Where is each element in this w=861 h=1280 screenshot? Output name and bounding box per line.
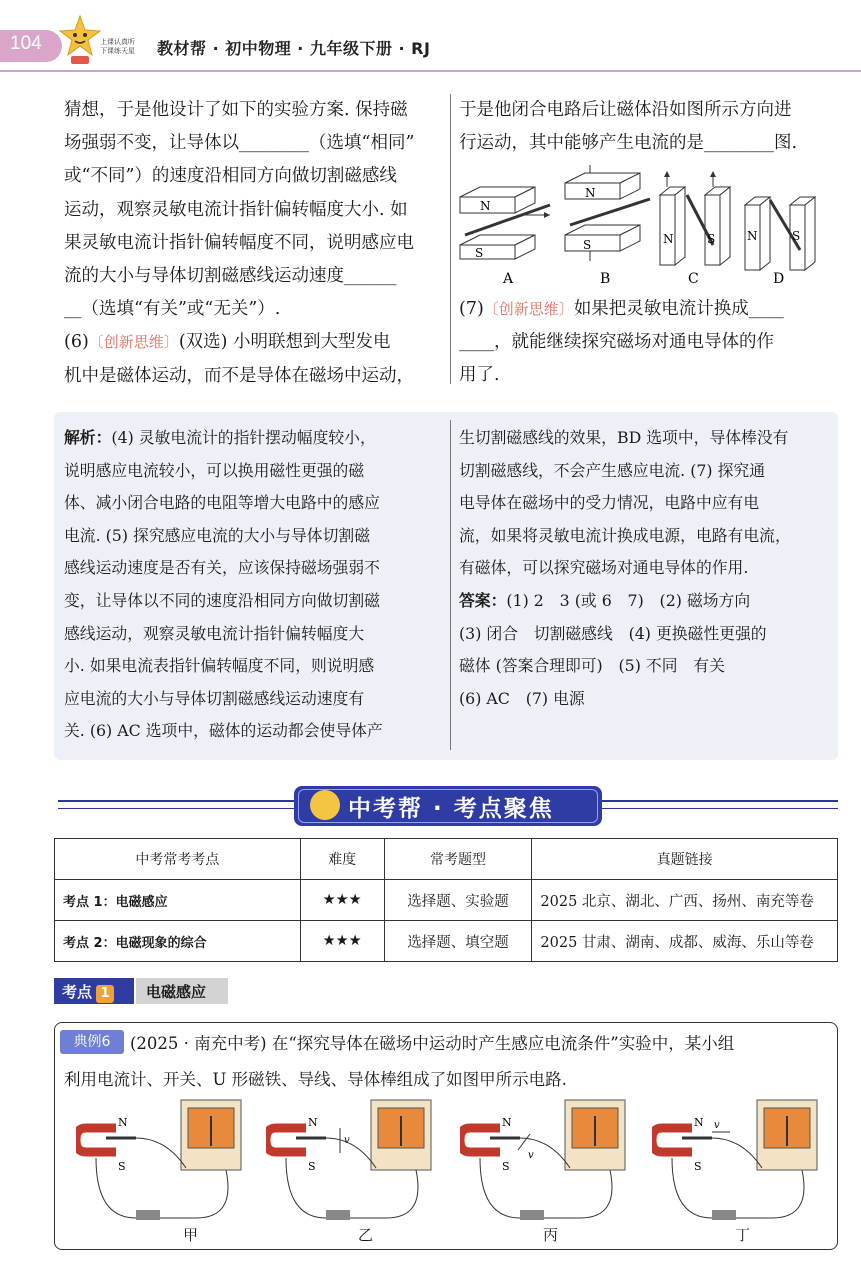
svg-text:S: S xyxy=(792,229,801,243)
svg-text:S: S xyxy=(707,232,716,246)
text-line: 感线运动速度是否有关，应该保持磁场强弱不 xyxy=(64,558,380,578)
table-header: 难度 xyxy=(300,839,384,880)
circuit-figure-jia xyxy=(76,1098,256,1238)
circuit-figure-yi xyxy=(266,1098,446,1238)
text-line: 关. (6) AC 选项中，磁体的运动都会使导体产 xyxy=(64,721,383,741)
figure-c xyxy=(660,171,730,287)
text-line: 切割磁感线，不会产生感应电流. (7) 探究通 xyxy=(459,460,765,480)
difficulty-stars: ★★★ xyxy=(300,921,384,962)
svg-text:N: N xyxy=(502,1116,512,1129)
svg-text:S: S xyxy=(118,1160,126,1173)
text-line: 猜想，于是他设计了如下的实验方案. 保持磁 xyxy=(64,100,408,120)
text-line: ____，就能继续探究磁场对通电导体的作 xyxy=(459,332,774,353)
text-line: 体、减小闭合电路的电阻等增大电路中的感应 xyxy=(64,493,380,513)
text-line: 利用电流计、开关、U 形磁铁、导线、导体棒组成了如图甲所示电路. xyxy=(64,1070,567,1089)
analysis-left-column xyxy=(64,422,440,748)
figure-label: 丙 xyxy=(543,1226,559,1244)
figure-a xyxy=(460,187,550,287)
text-line: (2025 · 南充中考) 在“探究导体在磁场中运动时产生感应电流条件”实验中，某小组 xyxy=(130,1034,735,1053)
text-line: 变，让导体以不同的速度沿相同方向做切割磁 xyxy=(64,590,380,610)
svg-text:N: N xyxy=(585,186,596,200)
text-line: 流，如果将灵敏电流计换成电源，电路有电流， xyxy=(459,525,791,545)
figure-label: 乙 xyxy=(358,1226,374,1244)
section-title: 中考帮 · 考点聚焦 xyxy=(348,796,554,822)
text-line: __（选填“有关”或“无关”）. xyxy=(64,299,281,320)
svg-text:N: N xyxy=(747,229,758,243)
slogan: 上课认真听 下课练天星 xyxy=(100,38,135,55)
figure-label: A xyxy=(503,271,514,287)
analysis-divider xyxy=(450,420,451,750)
svg-text:N: N xyxy=(663,232,674,246)
analysis-first-line: 解析：(4) 灵敏电流计的指针摆动幅度较小， xyxy=(64,428,376,447)
text-line: 小. 如果电流表指针偏转幅度不同，则说明感 xyxy=(64,656,375,676)
figure-d xyxy=(745,197,815,287)
text-line: 行运动，其中能够产生电流的是________图. xyxy=(459,133,798,154)
text-line: 果灵敏电流计指针偏转幅度不同，说明感应电 xyxy=(64,232,414,253)
banner-rule-left-thin xyxy=(58,808,294,809)
text-line: 应电流的大小与导体切割磁感线运动速度有 xyxy=(64,688,365,708)
magnet-motion-figure xyxy=(455,165,835,290)
figure-label: D xyxy=(773,271,785,287)
circuit-figure-ding xyxy=(652,1098,832,1238)
page-header xyxy=(0,0,861,78)
lightbulb-icon xyxy=(310,790,340,820)
table-header-row xyxy=(55,839,838,880)
text-line: 电流. (5) 探究感应电流的大小与导体切割磁 xyxy=(64,525,370,545)
text-line: 机中是磁体运动，而不是导体在磁场中运动， xyxy=(64,365,414,386)
innovation-tag: 〔创新思维〕 xyxy=(88,333,179,352)
innovation-tag: 〔创新思维〕 xyxy=(483,300,574,318)
table-cell: 选择题、实验题 xyxy=(384,880,532,921)
text-line: (3) 闭合 切割磁感线 (4) 更换磁性更强的 xyxy=(459,623,767,643)
pole-label: N xyxy=(480,199,491,213)
table-header: 真题链接 xyxy=(532,839,838,880)
page-number-tab xyxy=(0,30,62,62)
table-row xyxy=(55,880,838,921)
svg-text:v: v xyxy=(528,1150,534,1161)
kaodian-label: 考点 1 xyxy=(54,978,134,1004)
figure-label: 丁 xyxy=(735,1226,751,1244)
text-line: 或“不同”）的速度沿相同方向做切割磁感线 xyxy=(64,166,397,187)
svg-text:S: S xyxy=(502,1160,510,1173)
svg-text:N: N xyxy=(694,1116,704,1129)
question-right-column xyxy=(459,94,837,160)
text-line: 流的大小与导体切割磁感线运动速度______ xyxy=(64,266,397,287)
text-line: 有磁体，可以探究磁场对通电导体的作用. xyxy=(459,558,749,578)
pole-label: S xyxy=(475,246,484,260)
table-cell: 考点 1：电磁感应 xyxy=(55,880,301,921)
text-line: 生切割磁感线的效果，BD 选项中，导体棒没有 xyxy=(459,428,789,447)
text-line: 用了. xyxy=(459,365,500,386)
question-7-line: (7)〔创新思维〕如果把灵敏电流计换成____ xyxy=(459,299,784,319)
question-6-line: (6)〔创新思维〕(双选) 小明联想到大型发电 xyxy=(64,332,391,353)
circuit-figure-bing xyxy=(460,1098,640,1238)
figure-label: C xyxy=(688,271,699,287)
exam-points-table xyxy=(54,838,838,962)
text-line: 运动，观察灵敏电流计指针偏转幅度大小. 如 xyxy=(64,199,408,220)
table-header: 常考题型 xyxy=(384,839,532,880)
svg-text:S: S xyxy=(308,1160,316,1173)
kaodian-title: 电磁感应 xyxy=(136,978,228,1004)
table-cell: 选择题、填空题 xyxy=(384,921,532,962)
table-header: 中考常考考点 xyxy=(55,839,301,880)
figure-label: 甲 xyxy=(183,1226,199,1244)
question-left-column xyxy=(64,94,442,393)
analysis-label: 解析： xyxy=(64,428,112,447)
svg-text:v: v xyxy=(714,1120,720,1131)
page-number: 104 xyxy=(10,33,42,54)
figure-b xyxy=(565,165,650,287)
answer-first-line: 答案：(1) 2 3 (或 6 7) (2) 磁场方向 xyxy=(459,590,751,610)
header-divider xyxy=(0,70,861,72)
analysis-right-column xyxy=(459,422,835,715)
svg-text:S: S xyxy=(583,238,592,252)
svg-text:S: S xyxy=(694,1160,702,1173)
answer-label: 答案： xyxy=(459,590,507,610)
banner-rule-left xyxy=(58,800,294,802)
example-tag: 典例6 xyxy=(60,1030,124,1054)
figure-label: B xyxy=(600,271,611,287)
book-title: 教材帮 · 初中物理 · 九年级下册 · RJ xyxy=(157,39,431,58)
svg-text:v: v xyxy=(344,1135,350,1146)
table-row xyxy=(55,921,838,962)
banner-rule-right-thin xyxy=(602,808,838,809)
text-line: 说明感应电流较小，可以换用磁性更强的磁 xyxy=(64,460,365,480)
text-line: 电导体在磁场中的受力情况，电路中应有电 xyxy=(459,493,760,513)
table-cell: 2025 甘肃、湖南、成都、威海、乐山等卷 xyxy=(532,921,838,962)
text-line: 场强弱不变，让导体以________（选填“相同” xyxy=(64,133,415,154)
column-divider xyxy=(450,94,451,384)
text-line: 于是他闭合电路后让磁体沿如图所示方向进 xyxy=(459,100,792,120)
difficulty-stars: ★★★ xyxy=(300,880,384,921)
kaodian-number: 1 xyxy=(96,985,114,1003)
table-cell: 2025 北京、湖北、广西、扬州、南充等卷 xyxy=(532,880,838,921)
svg-text:N: N xyxy=(118,1116,128,1129)
example-text xyxy=(64,1026,832,1098)
question-7-block xyxy=(459,293,837,393)
svg-text:N: N xyxy=(308,1116,318,1129)
star-mascot-icon xyxy=(58,14,102,66)
text-line: 感线运动，观察灵敏电流计指针偏转幅度大 xyxy=(64,623,365,643)
text-line: (6) AC (7) 电源 xyxy=(459,688,585,708)
text-line: 磁体 (答案合理即可) (5) 不同 有关 xyxy=(459,656,725,676)
banner-rule-right xyxy=(602,800,838,802)
table-cell: 考点 2：电磁现象的综合 xyxy=(55,921,301,962)
